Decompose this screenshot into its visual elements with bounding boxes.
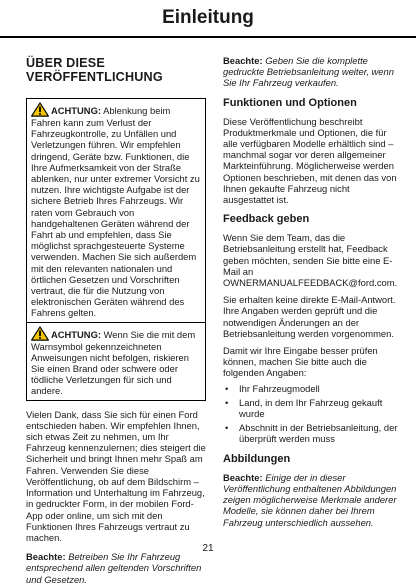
right-column bbox=[223, 55, 399, 528]
functions-paragraph: Diese Veröffentlichung beschreibt Produktmerkmale und Optionen, die für alle verfügbaren Modelle erhältlich sind – manchmal sogar vor deren allgemeiner Markteinführung. Möglicherweise werden Optionen beschrieben, mit denen das von Ihnen gekaufte Fahrzeug nicht ausgestattet ist. bbox=[223, 115, 397, 206]
feedback-bullet-list bbox=[223, 383, 399, 445]
page-header bbox=[0, 0, 416, 38]
intro-paragraph: Vielen Dank, dass Sie sich für einen Ford entschieden haben. Wir empfehlen Ihnen, sich etwas Zeit zu nehmen, um Ihr Fahrzeug kennenzulernen; dies steigert die Sicherheit und bringt Ihnen mehr Spaß am Fahren. Verwenden Sie diese Veröffentlichung, ob auf dem Bildschirm – Information und Unterhaltung im Fahrzeug, in gedruckter Form, in der mobilen Ford-App oder online, um sich mit den Funktionen Ihres Fahrzeugs vertraut zu machen. bbox=[26, 408, 206, 543]
feedback-text: Wenn Sie dem Team, das die Betriebsanleitung erstellt hat, Feedback geben möchten, senden Sie bitte eine E-Mail an bbox=[223, 232, 393, 277]
note-label: Beachte: bbox=[223, 55, 263, 66]
illustrations-note bbox=[223, 472, 399, 528]
list-item bbox=[223, 397, 399, 419]
note-text: Betreiben Sie Ihr Fahrzeug entsprechend allen geltenden Vorschriften und Gesetzen. bbox=[26, 551, 202, 585]
note-label: Beachte: bbox=[26, 551, 66, 563]
warning-box-2 bbox=[26, 323, 206, 401]
note-paragraph bbox=[223, 55, 399, 89]
bullet-dot: • bbox=[225, 422, 229, 434]
note-label: Beachte: bbox=[223, 471, 263, 483]
list-item-text: Ihr Fahrzeugmodell bbox=[239, 382, 320, 394]
note-text: Geben Sie die komplette gedruckte Betriebsanleitung weiter, wenn Sie Ihr Fahrzeug verkaufen. bbox=[223, 55, 394, 89]
functions-heading: Funktionen und Optionen bbox=[223, 96, 357, 109]
warning-head bbox=[31, 329, 104, 340]
warning-text: Wenn Sie die mit dem Warnsymbol gekennzeichneten Anweisungen nicht befolgen, riskieren Sie einen Brand oder schwere oder tödliche Verletzungen für sich und andere. bbox=[31, 328, 196, 397]
list-item bbox=[223, 383, 399, 394]
warning-triangle-icon bbox=[31, 102, 49, 117]
left-column bbox=[26, 56, 206, 585]
warning-text: Ablenkung beim Fahren kann zum Verlust der Fahrzeugkontrolle, zu Unfällen und Verletzungen führen. Wir empfehlen dringend, Geräte bzw. Funktionen, die Ihre Aufmerksamkeit von der Straße ablenken, nur unter extremer Vorsicht zu nutzen. Ihre wichtigste Aufgabe ist der sichere Betrieb Ihres Fahrzeugs. Wir raten vom Gebrauch von handgehaltenen Geräten während der Fahrt ab und empfehlen, dass Sie möglichst sprachgesteuerte Systeme verwenden. Machen Sie sich außerdem mit den relevanten nationalen und örtlichen Gesetzen und Vorschriften vertraut, die für die Nutzung von elektronischen Geräten während des Fahrens gelten. bbox=[31, 105, 200, 319]
note-paragraph bbox=[26, 551, 206, 585]
section-title-line2: VERÖFFENTLICHUNG bbox=[26, 70, 163, 84]
warning-label: ACHTUNG: bbox=[51, 328, 101, 340]
feedback-paragraph-1 bbox=[223, 232, 399, 288]
bullet-dot: • bbox=[225, 396, 229, 408]
feedback-paragraph-3: Damit wir Ihre Eingabe besser prüfen können, machen Sie bitte auch die folgenden Angaben: bbox=[223, 345, 378, 379]
warning-triangle-icon bbox=[31, 326, 49, 341]
feedback-heading: Feedback geben bbox=[223, 213, 310, 226]
page-title: Einleitung bbox=[162, 7, 254, 28]
warning-label: ACHTUNG: bbox=[51, 105, 101, 116]
feedback-email: OWNERMANUALFEEDBACK@ford.com. bbox=[223, 277, 398, 289]
section-title-line1: ÜBER DIESE bbox=[26, 56, 105, 70]
illustrations-heading: Abbildungen bbox=[223, 452, 291, 465]
bullet-dot: • bbox=[225, 382, 229, 394]
section-title bbox=[26, 56, 206, 84]
warning-box-1 bbox=[26, 98, 206, 323]
list-item-text: Abschnitt in der Betriebsanleitung, der überprüft werden muss bbox=[239, 422, 398, 445]
warning-head bbox=[31, 105, 103, 116]
note-text: Einige der in dieser Veröffentlichung enthaltenen Abbildungen zeigen möglicherweise Merkmale anderer Modelle, sie können daher bei Ihrem Fahrzeug unterschiedlich aussehen. bbox=[223, 471, 397, 528]
list-item-text: Land, in dem Ihr Fahrzeug gekauft wurde bbox=[239, 396, 383, 420]
feedback-paragraph-2: Sie erhalten keine direkte E-Mail-Antwort. Ihre Angaben werden geprüft und die notwendigen Änderungen an der Betriebsanleitung werden vorgenommen. bbox=[223, 294, 396, 339]
page-number: 21 bbox=[202, 543, 214, 554]
list-item bbox=[223, 422, 399, 444]
